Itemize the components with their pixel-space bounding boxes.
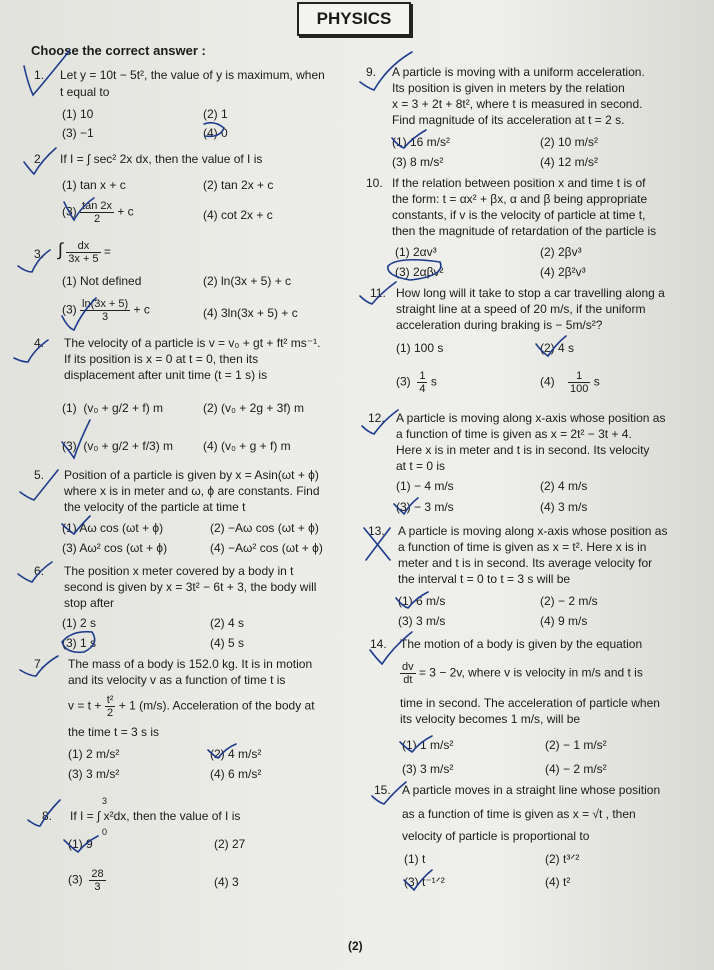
q14-option-1[interactable]: (1) 1 m/s² [402, 738, 454, 752]
page-number: (2) [348, 939, 363, 953]
q8-lower-limit: 0 [102, 827, 108, 837]
q10-option-2[interactable]: (2) 2βv³ [540, 245, 582, 259]
q8-option-1[interactable]: (1) 9 [68, 837, 93, 851]
q1-line1: Let y = 10t − 5t², the value of y is maximum, when [60, 68, 325, 82]
q14-line2-text: = 3 − 2v, where v is velocity in m/s and t is [418, 665, 643, 680]
q14-number: 14. [370, 637, 387, 651]
q3-expression [58, 240, 111, 265]
q14-option-4[interactable]: (4) − 2 m/s² [545, 762, 607, 776]
q3-option-1[interactable]: (1) Not defined [62, 274, 142, 288]
q6-option-1[interactable]: (1) 2 s [62, 616, 97, 630]
q6-line2: second is given by x = 3t² − 6t + 3, the body will [64, 580, 317, 594]
q11-option-3-label: (3) [396, 374, 411, 389]
q3-integral-sign: ∫ [58, 239, 63, 260]
q7-denominator: 2 [107, 707, 114, 719]
q13-line2: a function of time is given as x = t². Here x is in [398, 540, 647, 554]
q8-upper-limit: 3 [102, 796, 108, 806]
q9-number: 9. [366, 65, 377, 79]
section-title: PHYSICS [297, 2, 411, 36]
q3-equals: = [103, 244, 111, 259]
q15-line2: as a function of time is given as x = √t , then [402, 807, 636, 821]
q11-option-3-fraction [417, 370, 427, 395]
q11-option-4-label: (4) [540, 374, 555, 389]
q14-option-2[interactable]: (2) − 1 m/s² [545, 738, 607, 752]
q9-line4: Find magnitude of its acceleration at t = 2 s. [392, 113, 625, 127]
q4-line1: The velocity of a particle is v = v₀ + gt + ft² ms⁻¹. [64, 336, 321, 350]
q12-option-2[interactable]: (2) 4 m/s [540, 479, 588, 493]
q1-option-3[interactable]: (3) −1 [62, 126, 94, 140]
q3-option-3[interactable] [62, 298, 150, 323]
q5-option-4[interactable]: (4) −Aω² cos (ωt + ϕ) [210, 541, 323, 555]
q1-option-1[interactable]: (1) 10 [62, 107, 94, 121]
q2-option-3-label: (3) [62, 204, 77, 219]
q3-option-3-numerator: ln(3x + 5) [82, 298, 129, 310]
q11-option-4-unit: s [593, 374, 600, 389]
q9-option-1[interactable]: (1) 16 m/s² [392, 135, 451, 149]
q8-option-3[interactable] [68, 868, 106, 893]
q3-option-2[interactable]: (2) ln(3x + 5) + c [203, 274, 292, 288]
q12-option-4[interactable]: (4) 3 m/s [540, 500, 588, 514]
q11-option-2[interactable]: (2) 4 s [540, 341, 575, 355]
q6-line3: stop after [64, 596, 115, 610]
q6-number: 6. [34, 564, 45, 578]
instruction: Choose the correct answer : [31, 43, 206, 58]
q4-option-3-value: (v₀ + g/2 + f/3) m [83, 439, 174, 453]
q12-line2: a function of time is given as x = 2t² − 3t + 4. [396, 427, 632, 441]
q9-option-2[interactable]: (2) 10 m/s² [540, 135, 599, 149]
q11-line3: acceleration during braking is − 5m/s²? [396, 318, 603, 332]
q12-line1: A particle is moving along x-axis whose position as [396, 411, 666, 425]
q2-option-3-numerator: tan 2x [82, 200, 112, 212]
q4-option-1[interactable] [62, 400, 163, 416]
q9-option-4[interactable]: (4) 12 m/s² [540, 155, 599, 169]
q7-fraction [105, 694, 116, 719]
q10-line4: then the magnitude of retardation of the particle is [392, 224, 657, 238]
q5-line2: where x is in meter and ω, ϕ are constants. Find [64, 484, 320, 498]
q10-option-1[interactable]: (1) 2αv³ [395, 245, 437, 259]
q5-line3: the velocity of the particle at time t [64, 500, 246, 514]
q1-option-4[interactable]: (4) 0 [203, 126, 228, 140]
q11-number: 11. [370, 286, 386, 300]
q13-option-2[interactable]: (2) − 2 m/s [540, 594, 598, 608]
q10-option-3[interactable]: (3) 2αβv² [395, 265, 444, 279]
q8-option-4[interactable]: (4) 3 [214, 875, 239, 889]
q7-line4: the time t = 3 s is [68, 725, 160, 739]
q15-number: 15. [374, 783, 391, 797]
q11-option-3[interactable] [396, 370, 437, 395]
q11-option-3-denominator: 4 [419, 383, 426, 395]
q15-option-4[interactable]: (4) t² [545, 875, 571, 889]
q4-option-1-label: (1) [62, 401, 77, 415]
q14-fraction [400, 661, 416, 686]
q11-option-4-denominator: 100 [570, 383, 589, 395]
q12-number: 12. [368, 411, 385, 425]
q8-option-2[interactable]: (2) 27 [214, 837, 246, 851]
q10-number: 10. [366, 176, 383, 190]
q11-line2: straight line at a speed of 20 m/s, if the uniform [396, 302, 646, 316]
q6-option-2[interactable]: (2) 4 s [210, 616, 245, 630]
q4-line3: displacement after unit time (t = 1 s) is [64, 368, 268, 382]
q6-option-3[interactable]: (3) 1 s [62, 636, 97, 650]
q3-option-3-denominator: 3 [102, 311, 109, 323]
q2-text: If I = ∫ sec² 2x dx, then the value of I is [60, 152, 263, 166]
q2-option-3[interactable] [62, 200, 134, 225]
q3-fraction [66, 240, 100, 265]
q7-line3-end: + 1 (m/s). Acceleration of the body at [118, 698, 315, 713]
q2-option-3-fraction [80, 200, 114, 225]
q11-line1: How long will it take to stop a car travelling along a [396, 286, 665, 300]
q3-option-3-label: (3) [62, 302, 77, 317]
q14-line2 [400, 661, 643, 686]
q12-option-1[interactable]: (1) − 4 m/s [396, 479, 454, 493]
q7-line2: and its velocity v as a function of time t is [68, 673, 286, 687]
q9-line3: x = 3 + 2t + 8t², where t is measured in second. [392, 97, 643, 111]
q5-option-1[interactable]: (1) Aω cos (ωt + ϕ) [62, 521, 164, 535]
q9-option-3[interactable]: (3) 8 m/s² [392, 155, 444, 169]
q4-line2: If its position is x = 0 at t = 0, then its [64, 352, 259, 366]
q3-option-3-fraction [80, 298, 130, 323]
q11-option-3-numerator: 1 [419, 370, 426, 382]
q7-option-2[interactable]: (2) 4 m/s² [210, 747, 262, 761]
q4-option-4[interactable]: (4) (v₀ + g + f) m [203, 439, 291, 453]
q14-option-3[interactable]: (3) 3 m/s² [402, 762, 454, 776]
q12-line3: Here x is in meter and t is in second. Its velocity [396, 443, 650, 457]
q6-option-4[interactable]: (4) 5 s [210, 636, 245, 650]
q13-line4: the interval t = 0 to t = 3 s will be [398, 572, 571, 586]
q4-number: 4. [34, 336, 45, 350]
q11-option-4[interactable] [540, 370, 600, 395]
q5-option-2[interactable]: (2) −Aω cos (ωt + ϕ) [210, 521, 319, 535]
q14-line1: The motion of a body is given by the equation [400, 637, 643, 651]
q10-line3: constants, if v is the velocity of particle at time t, [392, 208, 646, 222]
q4-option-1-value: (v₀ + g/2 + f) m [83, 401, 164, 415]
q3-number: 3. [34, 247, 45, 261]
q14-line3: time in second. The acceleration of particle when [400, 696, 660, 710]
q4-option-3-label: (3) [62, 439, 77, 453]
q13-number: 13. [368, 524, 385, 538]
q7-option-3[interactable]: (3) 3 m/s² [68, 767, 120, 781]
q11-option-4-fraction [568, 370, 590, 395]
q4-option-3[interactable] [62, 438, 173, 454]
q3-option-4[interactable]: (4) 3ln(3x + 5) + c [203, 306, 298, 320]
q5-option-3[interactable]: (3) Aω² cos (ωt + ϕ) [62, 541, 168, 555]
q8-text: If I = ∫ x²dx, then the value of I is [70, 809, 241, 823]
q5-number: 5. [34, 468, 45, 482]
q2-option-1[interactable]: (1) tan x + c [62, 178, 126, 192]
q2-number: 2. [34, 152, 45, 166]
q7-line3 [68, 694, 315, 719]
q14-numerator: dv [402, 661, 414, 673]
q10-option-4[interactable]: (4) 2β²v³ [540, 265, 586, 279]
q7-line3-start: v = t + [68, 698, 102, 713]
q15-option-3[interactable]: (3) t⁻¹ᐟ² [404, 875, 445, 889]
q1-line2: t equal to [60, 85, 110, 99]
q2-option-2[interactable]: (2) tan 2x + c [203, 178, 274, 192]
q10-line1: If the relation between position x and time t is of [392, 176, 646, 190]
q14-line4: its velocity becomes 1 m/s, will be [400, 712, 581, 726]
q15-option-1[interactable]: (1) t [404, 852, 426, 866]
q9-line2: Its position is given in meters by the relation [392, 81, 625, 95]
q13-line1: A particle is moving along x-axis whose position as [398, 524, 668, 538]
q2-option-4[interactable]: (4) cot 2x + c [203, 208, 273, 222]
q11-option-3-unit: s [430, 374, 437, 389]
q11-option-1[interactable]: (1) 100 s [396, 341, 444, 355]
q13-line3: meter and t is in second. Its average velocity for [398, 556, 653, 570]
q6-line1: The position x meter covered by a body in t [64, 564, 294, 578]
q3-denominator: 3x + 5 [68, 253, 99, 265]
q8-option-3-fraction [89, 868, 105, 893]
q7-number: 7. [34, 657, 45, 671]
q14-denominator: dt [403, 674, 413, 686]
q15-line1: A particle moves in a straight line whose position [402, 783, 661, 797]
q12-line4: at t = 0 is [396, 459, 446, 473]
q5-line1: Position of a particle is given by x = Asin(ωt + ϕ) [64, 468, 319, 482]
q1-option-2[interactable]: (2) 1 [203, 107, 228, 121]
q3-option-3-constant: + c [133, 302, 150, 317]
q13-option-1[interactable]: (1) 6 m/s [398, 594, 446, 608]
q3-numerator: dx [66, 240, 100, 253]
q8-number: 8. [42, 809, 53, 823]
q8-option-3-label: (3) [68, 872, 83, 887]
q8-option-3-denominator: 3 [94, 881, 101, 893]
q9-line1: A particle is moving with a uniform acceleration. [392, 65, 645, 79]
q10-line2: the form: t = αx² + βx, α and β being appropriate [392, 192, 648, 206]
q4-option-2[interactable]: (2) (v₀ + 2g + 3f) m [203, 401, 305, 415]
q2-option-3-denominator: 2 [93, 213, 101, 225]
q11-option-4-numerator: 1 [568, 370, 590, 383]
q7-numerator: t² [106, 694, 114, 706]
q2-option-3-constant: + c [117, 204, 134, 219]
q8-option-3-numerator: 28 [91, 868, 104, 880]
q13-option-4[interactable]: (4) 9 m/s [540, 614, 588, 628]
q7-line1: The mass of a body is 152.0 kg. It is in motion [68, 657, 313, 671]
q12-option-3[interactable]: (3) − 3 m/s [396, 500, 454, 514]
q15-line3: velocity of particle is proportional to [402, 829, 590, 843]
q15-option-2[interactable]: (2) t³ᐟ² [545, 852, 580, 866]
q1-number: 1. [34, 68, 45, 82]
q7-option-1[interactable]: (1) 2 m/s² [68, 747, 120, 761]
q7-option-4[interactable]: (4) 6 m/s² [210, 767, 262, 781]
q13-option-3[interactable]: (3) 3 m/s [398, 614, 446, 628]
